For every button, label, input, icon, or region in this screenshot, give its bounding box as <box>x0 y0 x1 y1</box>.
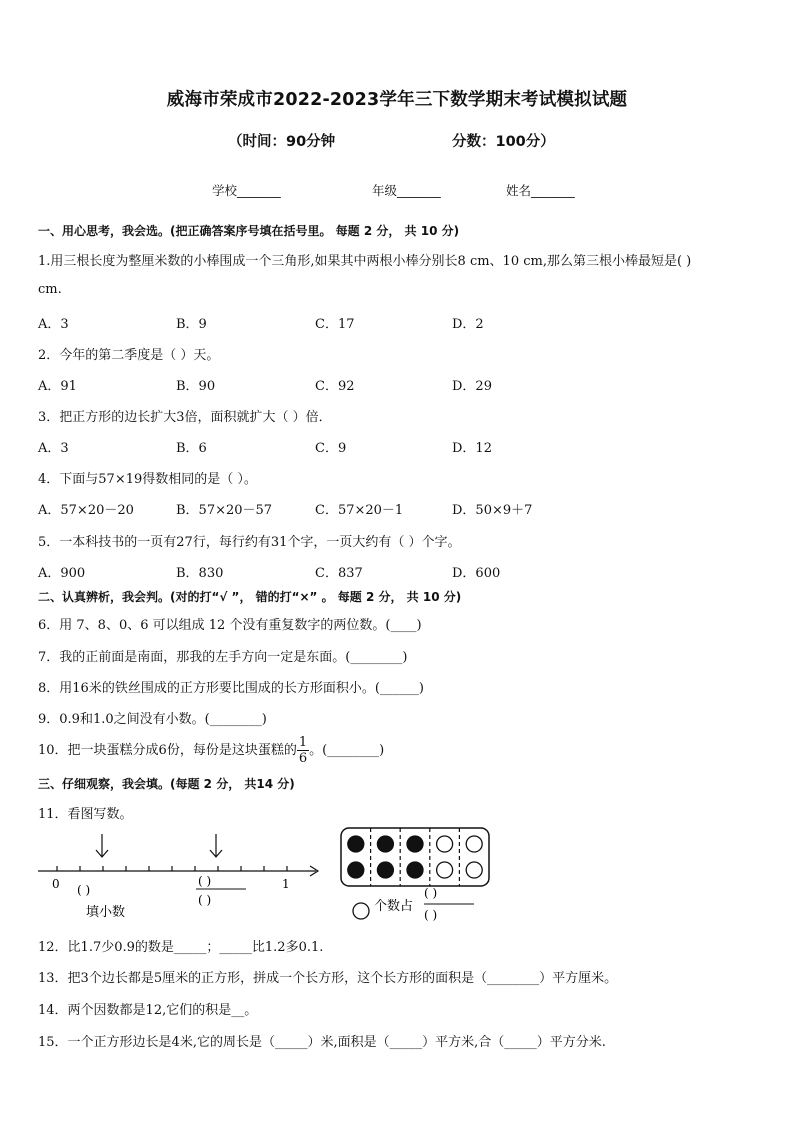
q3-option-b[interactable]: B．6 <box>176 441 207 456</box>
question-4: 4．下面与57×19得数相同的是（ ）。 <box>38 472 257 487</box>
section-1-heading: 一、用心思考，我会选。(把正确答案序号填在括号里。 每题 2 分， 共 10 分) <box>38 224 460 238</box>
question-10-blank: 。(________) <box>309 743 385 758</box>
fraction-one-sixth <box>297 735 309 766</box>
q1-option-c[interactable]: C．17 <box>315 317 355 332</box>
q3-option-a[interactable]: A．3 <box>38 441 69 456</box>
question-15: 15．一个正方形边长是4米,它的周长是（_____）米,面积是（_____）平方米,合（_____）平方分米. <box>38 1035 606 1050</box>
caption-fill-decimal: 填小数 <box>86 905 126 920</box>
q1-option-a[interactable]: A．3 <box>38 317 69 332</box>
q2-option-b[interactable]: B．90 <box>176 379 216 394</box>
question-10 <box>38 735 384 766</box>
question-1: 1.用三根长度为整厘米数的小棒围成一个三角形,如果其中两根小棒分别长8 cm、10 cm,那么第三根小棒最短是( ) <box>38 254 692 269</box>
q2-option-c[interactable]: C．92 <box>315 379 355 394</box>
question-5: 5．一本科技书的一页有27行，每行约有31个字，一页大约有（ ）个字。 <box>38 535 461 550</box>
caption-count: 个数占 <box>374 899 414 914</box>
question-13: 13．把3个边长都是5厘米的正方形，拼成一个长方形，这个长方形的面积是（________）平方厘米。 <box>38 971 618 986</box>
fraction-denominator: 6 <box>298 751 308 766</box>
blank-numerator: ( ) <box>198 874 212 888</box>
q5-option-b[interactable]: B．830 <box>176 566 224 581</box>
q4-option-a[interactable]: A．57×20－20 <box>38 503 134 518</box>
dot-blank-numerator: ( ) <box>424 886 438 900</box>
dot-blank-denominator: ( ) <box>424 908 438 922</box>
question-8: 8．用16米的铁丝围成的正方形要比围成的长方形面积小。(______) <box>38 681 424 696</box>
q2-option-d[interactable]: D．29 <box>452 379 492 394</box>
fraction-numerator: 1 <box>298 735 308 750</box>
q2-option-a[interactable]: A．91 <box>38 379 77 394</box>
q4-option-d[interactable]: D．50×9＋7 <box>452 503 533 518</box>
school-field[interactable]: 学校_______ <box>212 183 281 198</box>
dot-box-figure <box>336 824 496 928</box>
question-12: 12．比1.7少0.9的数是_____；_____比1.2多0.1. <box>38 940 324 955</box>
section-3-heading: 三、仔细观察，我会填。(每题 2 分， 共14 分) <box>38 777 295 791</box>
down-arrow-2 <box>210 834 222 857</box>
filled-dot <box>407 862 423 878</box>
empty-circle-icon <box>353 903 369 919</box>
empty-dot <box>437 836 453 852</box>
number-line-ticks <box>57 866 287 871</box>
question-14: 14．两个因数都是12,它们的积是__。 <box>38 1003 258 1018</box>
q3-option-c[interactable]: C．9 <box>315 441 347 456</box>
question-11: 11．看图写数。 <box>38 807 133 822</box>
question-10-text: 10．把一块蛋糕分成6份，每份是这块蛋糕的 <box>38 743 297 758</box>
question-9: 9．0.9和1.0之间没有小数。(________) <box>38 712 267 727</box>
q3-option-d[interactable]: D．12 <box>452 441 492 456</box>
filled-dot <box>407 836 423 852</box>
down-arrow-1 <box>96 834 108 857</box>
filled-dot <box>348 836 364 852</box>
page-title: 威海市荣成市2022-2023学年三下数学期末考试模拟试题 <box>166 90 628 110</box>
number-line-figure <box>30 826 330 926</box>
blank-denominator: ( ) <box>198 893 212 907</box>
grade-field[interactable]: 年级_______ <box>372 183 441 198</box>
q5-option-d[interactable]: D．600 <box>452 566 501 581</box>
exam-score: 分数：100分） <box>452 134 555 150</box>
blank-decimal: ( ) <box>77 883 91 897</box>
q1-option-b[interactable]: B．9 <box>176 317 207 332</box>
empty-dot <box>437 862 453 878</box>
filled-dot <box>348 862 364 878</box>
filled-dot <box>377 862 393 878</box>
q5-option-a[interactable]: A．900 <box>38 566 86 581</box>
tick-label-one: 1 <box>282 877 290 891</box>
question-7: 7．我的正前面是南面，那我的左手方向一定是东面。(________) <box>38 650 408 665</box>
question-2: 2．今年的第二季度是（ ）天。 <box>38 348 220 363</box>
filled-dot <box>377 836 393 852</box>
question-1-cont: cm. <box>38 282 62 297</box>
q5-option-c[interactable]: C．837 <box>315 566 363 581</box>
tick-label-zero: 0 <box>52 877 60 891</box>
empty-dot <box>466 862 482 878</box>
empty-dot <box>466 836 482 852</box>
q4-option-b[interactable]: B．57×20－57 <box>176 503 273 518</box>
section-2-heading: 二、认真辨析，我会判。(对的打“√ ”， 错的打“×” 。 每题 2 分， 共 10 分) <box>38 590 462 604</box>
name-field[interactable]: 姓名_______ <box>506 183 575 198</box>
q1-option-d[interactable]: D．2 <box>452 317 484 332</box>
q4-option-c[interactable]: C．57×20－1 <box>315 503 404 518</box>
exam-time: （时间：90分钟 <box>228 134 336 150</box>
question-3: 3．把正方形的边长扩大3倍，面积就扩大（ ）倍． <box>38 410 332 425</box>
question-6: 6．用 7、8、0、6 可以组成 12 个没有重复数字的两位数。(____) <box>38 618 422 633</box>
dot-box-dots <box>348 836 482 878</box>
